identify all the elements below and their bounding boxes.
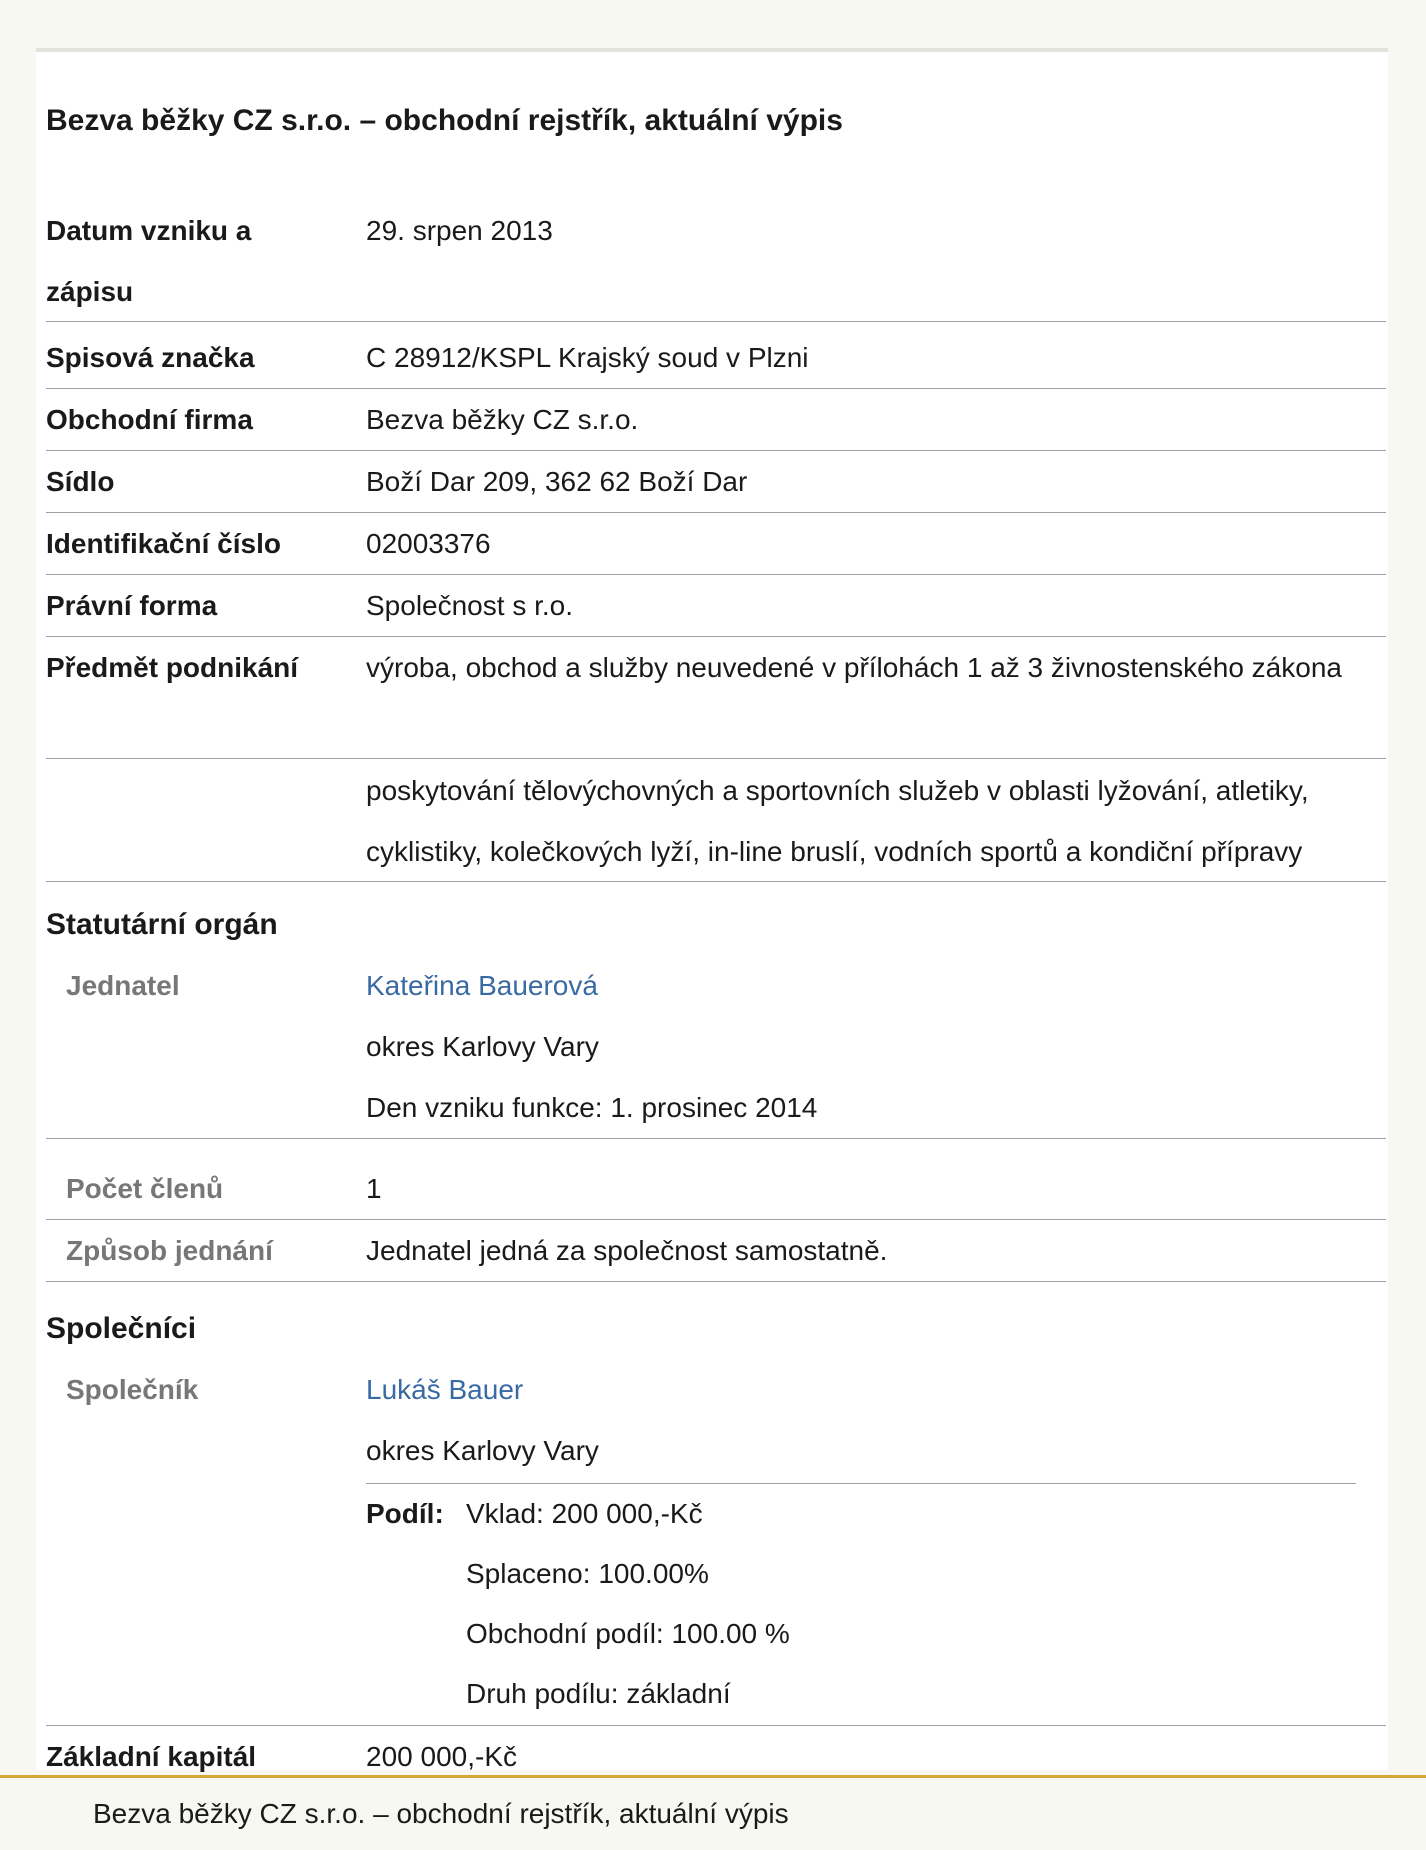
row-jednatel bbox=[46, 955, 1386, 1139]
spolecnik-link[interactable]: Lukáš Bauer bbox=[366, 1374, 524, 1405]
row-label: Sídlo bbox=[46, 466, 115, 497]
row-value: Boží Dar 209, 362 62 Boží Dar bbox=[366, 466, 748, 497]
podil-druh: Druh podílu: základní bbox=[466, 1678, 731, 1709]
row-label: Datum vzniku a zápisu bbox=[46, 215, 252, 307]
jednatel-okres: okres Karlovy Vary bbox=[366, 1031, 599, 1062]
section-heading-spolecnici: Společníci bbox=[46, 1312, 197, 1345]
row-sidlo bbox=[46, 451, 1386, 513]
row-label: Předmět podnikání bbox=[46, 652, 299, 683]
spolecnik-okres: okres Karlovy Vary bbox=[366, 1435, 599, 1466]
podil-splaceno: Splaceno: 100.00% bbox=[466, 1558, 709, 1589]
row-predmet-2 bbox=[46, 760, 1386, 882]
row-value: 1 bbox=[366, 1173, 382, 1204]
podil-label: Podíl: bbox=[366, 1498, 444, 1529]
footer-title: Bezva běžky CZ s.r.o. – obchodní rejstřík, aktuální výpis bbox=[93, 1798, 789, 1829]
row-label: Počet členů bbox=[66, 1173, 224, 1204]
row-value: 02003376 bbox=[366, 528, 491, 559]
footer-bar bbox=[0, 1775, 1426, 1850]
row-spolecnik bbox=[46, 1359, 1386, 1726]
row-value: 29. srpen 2013 bbox=[366, 215, 553, 246]
row-ico bbox=[46, 513, 1386, 575]
row-label: Jednatel bbox=[66, 970, 180, 1001]
row-datum bbox=[46, 200, 1386, 322]
row-label: Obchodní firma bbox=[46, 404, 253, 435]
row-zpusob-jednani bbox=[46, 1220, 1386, 1282]
row-label: Společník bbox=[66, 1374, 199, 1405]
registry-card bbox=[36, 48, 1388, 1770]
row-pocet-clenu bbox=[46, 1158, 1386, 1220]
row-spisova bbox=[46, 327, 1386, 389]
row-value: výroba, obchod a služby neuvedené v přílohách 1 až 3 živnostenského zákona bbox=[366, 652, 1342, 683]
row-value: C 28912/KSPL Krajský soud v Plzni bbox=[366, 342, 809, 373]
row-value: Jednatel jedná za společnost samostatně. bbox=[366, 1235, 888, 1266]
row-label: Právní forma bbox=[46, 590, 218, 621]
row-value bbox=[366, 955, 1386, 1138]
podil-vklad: Vklad: 200 000,-Kč bbox=[466, 1498, 703, 1529]
row-value: Bezva běžky CZ s.r.o. bbox=[366, 404, 639, 435]
row-value bbox=[366, 1359, 1386, 1481]
row-label: Základní kapitál bbox=[46, 1741, 257, 1772]
page-title: Bezva běžky CZ s.r.o. – obchodní rejstřík, aktuální výpis bbox=[46, 104, 843, 137]
row-pravni-forma bbox=[46, 575, 1386, 637]
row-value: Společnost s r.o. bbox=[366, 590, 574, 621]
section-heading-statutarni: Statutární orgán bbox=[46, 908, 278, 941]
row-label: Způsob jednání bbox=[66, 1235, 273, 1266]
jednatel-den-vzniku: Den vzniku funkce: 1. prosinec 2014 bbox=[366, 1092, 818, 1123]
row-predmet bbox=[46, 637, 1386, 759]
row-value: 200 000,-Kč bbox=[366, 1741, 517, 1772]
row-value: poskytování tělovýchovných a sportovních služeb v oblasti lyžování, atletiky, cyklistiky, kolečkových lyží, in-line bruslí, vodních sportů a kondiční přípravy bbox=[366, 775, 1309, 867]
row-label: Spisová značka bbox=[46, 342, 255, 373]
podil-obchodni: Obchodní podíl: 100.00 % bbox=[466, 1618, 790, 1649]
row-firma bbox=[46, 389, 1386, 451]
row-label: Identifikační číslo bbox=[46, 528, 281, 559]
jednatel-link[interactable]: Kateřina Bauerová bbox=[366, 970, 598, 1001]
